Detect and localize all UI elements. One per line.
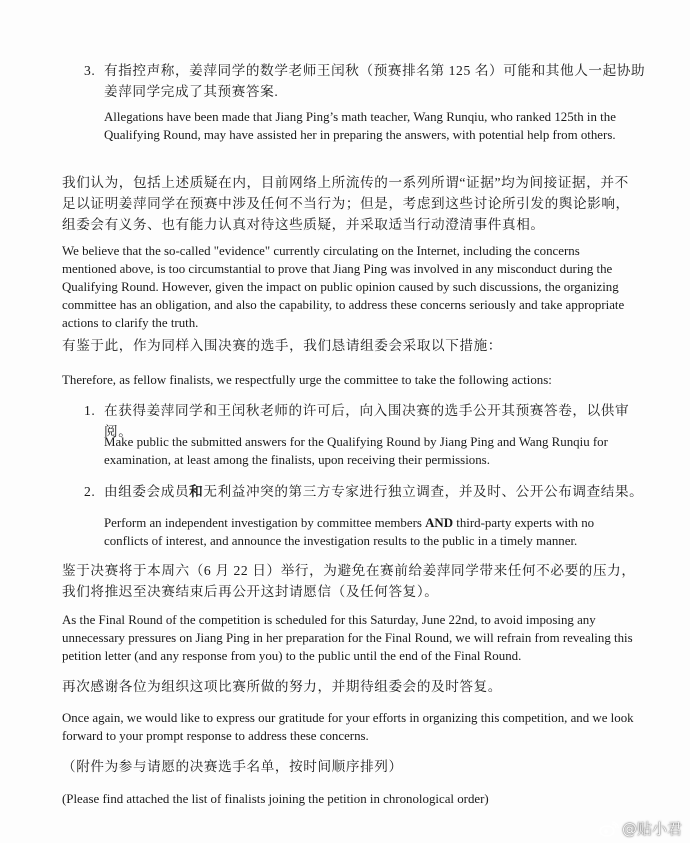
action-2-chinese-after: 无利益冲突的第三方专家进行独立调查，并及时、公开公布调查结果。: [203, 484, 644, 499]
attachment-note-english: (Please find attached the list of finalists joining the petition in chronological order): [62, 792, 489, 806]
action-2-english: [104, 514, 634, 550]
action-1-number: 1.: [84, 403, 96, 418]
action-1-english: Make public the submitted answers for the Qualifying Round by Jiang Ping and Wang Runqiu for examination, at least among the finalists, upon receiving their permissions.: [104, 435, 608, 467]
action-2-english-bold: AND: [425, 516, 454, 530]
action-2-chinese-bold: 和: [189, 484, 204, 499]
watermark-text: @贴小君: [621, 820, 682, 838]
action-2-chinese: [104, 481, 656, 502]
weibo-icon: [599, 821, 619, 837]
item-3-number: 3.: [84, 63, 96, 78]
therefore-paragraph-chinese: 有鉴于此，作为同样入围决赛的选手，我们恳请组委会采取以下措施：: [62, 338, 503, 353]
therefore-paragraph-english: Therefore, as fellow finalists, we respectfully urge the committee to take the following actions:: [62, 373, 552, 387]
final-round-paragraph-chinese: 鉴于决赛将于本周六（6 月 22 日）举行，为避免在赛前给姜萍同学带来任何不必要的压力，我们将推迟至决赛结束后再公开这封请愿信（及任何答复）。: [62, 563, 636, 599]
attachment-note-chinese: （附件为参与请愿的决赛选手名单，按时间顺序排列）: [62, 759, 403, 774]
weibo-watermark: [599, 818, 682, 839]
action-2-chinese-before: 由组委会成员: [104, 484, 190, 499]
action-1-chinese: 在获得姜萍同学和王闰秋老师的许可后，向入围决赛的选手公开其预赛答卷，以供审阅。: [104, 403, 630, 439]
thanks-paragraph-chinese: 再次感谢各位为组织这项比赛所做的努力，并期待组委会的及时答复。: [62, 679, 503, 694]
action-2-english-after: third-party experts with no conflicts of interest, and announce the investigation results to the public in a timely manner.: [104, 516, 595, 548]
action-2-number: 2.: [84, 484, 96, 499]
final-round-paragraph-english: As the Final Round of the competition is scheduled for this Saturday, June 22nd, to avoid imposing any unnecessary pressures on Jiang Ping in her preparation for the Final Round, we will refrain from revealing this petition letter (and any response from you) to the public until the end of the Final Round.: [62, 613, 633, 663]
item-3-chinese: 有指控声称，姜萍同学的数学老师王闰秋（预赛排名第 125 名）可能和其他人一起协助姜萍同学完成了其预赛答案.: [104, 63, 646, 99]
action-2-english-before: Perform an independent investigation by committee members: [104, 516, 426, 530]
item-3-english: Allegations have been made that Jiang Ping’s math teacher, Wang Runqiu, who ranked 125th in the Qualifying Round, may have assisted her in preparing the answers, with potential help from others.: [104, 110, 616, 142]
thanks-paragraph-english: Once again, we would like to express our gratitude for your efforts in organizing this competition, and we look forward to your prompt response to address these concerns.: [62, 711, 634, 743]
belief-paragraph-chinese: 我们认为，包括上述质疑在内，目前网络上所流传的一系列所谓“证据”均为间接证据，并不足以证明姜萍同学在预赛中涉及任何不当行为；但是，考虑到这些讨论所引发的舆论影响，组委会有义务、也有能力认真对待这些质疑，并采取适当行动澄清事件真相。: [62, 175, 630, 232]
belief-paragraph-english: We believe that the so-called "evidence" currently circulating on the Internet, including the concerns mentioned above, is too circumstantial to prove that Jiang Ping was involved in any misconduct during the Qualifying Round. However, given the impact on public opinion caused by such discussions, the organizing committee has an obligation, and also the capability, to address these concerns seriously and take appropriate actions to clarify the truth.: [62, 244, 625, 330]
